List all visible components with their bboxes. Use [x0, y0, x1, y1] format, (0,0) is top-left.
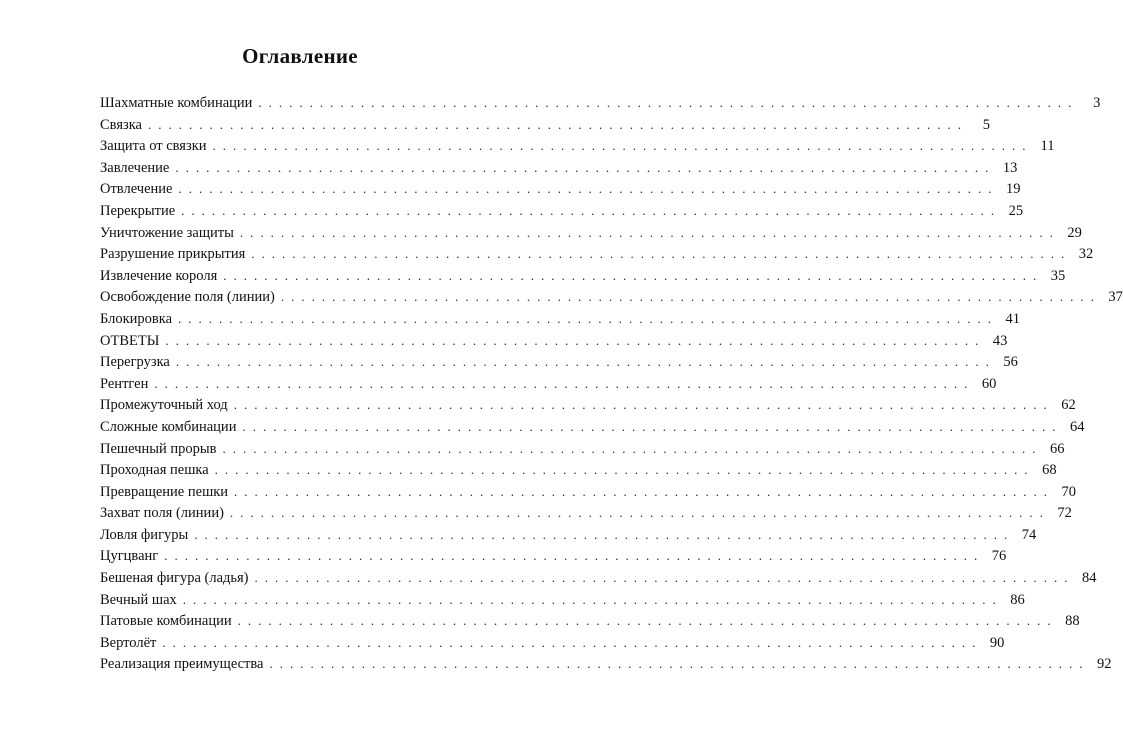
toc-entry [100, 92, 1101, 114]
toc-entry-page-number: 19 [1005, 181, 1021, 198]
toc-entry-page-number: 56 [1003, 354, 1018, 371]
toc-entry-page-number: 62 [1061, 397, 1076, 414]
toc-entry-page-number: 86 [1010, 591, 1025, 608]
toc-entry-title: Освобождение поля (линии) [100, 289, 275, 306]
toc-entry-page-number: 37 [1108, 289, 1123, 306]
dot-leader: ................................................................................ [269, 656, 1090, 672]
dot-leader: ................................................................................ [181, 202, 1002, 218]
toc-entry [100, 351, 1018, 373]
toc-entry-page-number: 88 [1065, 613, 1080, 630]
dot-leader: ................................................................................ [164, 548, 985, 564]
toc-entry [100, 330, 1008, 352]
dot-leader: ................................................................................ [237, 613, 1058, 629]
toc-entry-title: Сложные комбинации [100, 418, 237, 435]
toc-entry [100, 394, 1076, 416]
toc-entry-title: Защита от связки [100, 138, 207, 155]
dot-leader: ................................................................................ [258, 95, 1079, 110]
dot-leader: ................................................................................ [194, 526, 1015, 542]
dot-leader: ................................................................................ [251, 246, 1072, 262]
toc-entry-title: Уничтожение защиты [100, 224, 234, 241]
toc-entry-page-number: 92 [1096, 656, 1112, 673]
toc-entry-title: Разрушение прикрытия [100, 246, 246, 263]
toc-entry-title: Патовые комбинации [100, 613, 232, 630]
toc-entry [100, 502, 1072, 524]
toc-entry-page-number: 35 [1050, 267, 1066, 284]
toc-entry-page-number: 13 [1002, 159, 1018, 176]
toc-entry-page-number: 29 [1067, 224, 1082, 241]
dot-leader: ................................................................................ [165, 332, 986, 348]
toc-entry-page-number: 72 [1057, 505, 1072, 522]
toc-entry-title: Вертолёт [100, 634, 157, 651]
dot-leader: ................................................................................ [162, 634, 983, 650]
toc-entry [100, 632, 1005, 654]
toc-entry-page-number: 5 [982, 116, 990, 133]
toc-entry-page-number: 66 [1049, 440, 1065, 457]
toc-entry-title: ОТВЕТЫ [100, 332, 160, 349]
toc-entry-page-number: 70 [1061, 483, 1077, 500]
toc-entry [100, 459, 1057, 481]
dot-leader: ................................................................................ [175, 354, 996, 370]
toc-entry-title: Промежуточный ход [100, 397, 228, 414]
toc-entry-title: Извлечение короля [100, 267, 218, 284]
toc-entry-title: Превращение пешки [100, 483, 229, 500]
toc-entry-page-number: 64 [1069, 418, 1085, 435]
toc-entry-title: Проходная пешка [100, 462, 209, 479]
dot-leader: ................................................................................ [175, 159, 996, 175]
toc-entry-title: Связка [100, 116, 142, 133]
toc-entry [100, 438, 1065, 460]
toc-entry [100, 135, 1055, 157]
toc-entry-title: Пешечный прорыв [100, 440, 217, 457]
toc-entry [100, 524, 1037, 546]
dot-leader: ................................................................................ [280, 289, 1101, 305]
toc-entry [100, 243, 1094, 265]
dot-leader: ................................................................................ [178, 181, 999, 197]
toc-entry-title: Шахматные комбинации [100, 95, 253, 111]
toc-entry [100, 481, 1077, 503]
toc-entry-page-number: 90 [989, 634, 1005, 651]
dot-leader: ................................................................................ [254, 570, 1075, 586]
toc-entry-title: Ловля фигуры [100, 526, 189, 543]
toc-entry-page-number: 41 [1005, 310, 1021, 327]
toc-entry [100, 373, 997, 395]
toc-entry-title: Блокировка [100, 310, 173, 327]
page-title: Оглавление [242, 44, 358, 68]
dot-leader: ................................................................................ [242, 418, 1063, 434]
dot-leader: ................................................................................ [178, 310, 999, 326]
toc-entry-page-number: 11 [1040, 138, 1055, 155]
toc-entry-title: Реализация преимущества [100, 656, 264, 673]
toc-entry [100, 286, 1123, 308]
dot-leader: ................................................................................ [239, 224, 1060, 240]
toc-entry-title: Вечный шах [100, 591, 177, 608]
dot-leader: ................................................................................ [233, 397, 1054, 413]
dot-leader: ................................................................................ [182, 591, 1003, 607]
toc-entry-title: Захват поля (линии) [100, 505, 224, 522]
toc-entry-title: Рентген [100, 375, 149, 392]
toc-entry-title: Бешеная фигура (ладья) [100, 570, 249, 587]
toc-entry [100, 114, 990, 136]
toc-entry-page-number: 32 [1078, 246, 1094, 263]
toc-entry [100, 545, 1007, 567]
toc-entry [100, 157, 1018, 179]
toc-entry [100, 222, 1082, 244]
dot-leader: ................................................................................ [223, 267, 1044, 283]
toc-entry [100, 178, 1021, 200]
toc-entry-page-number: 74 [1021, 526, 1037, 543]
toc-entry [100, 589, 1025, 611]
toc-entry-page-number: 25 [1008, 202, 1024, 219]
dot-leader: ................................................................................ [222, 440, 1043, 456]
toc-entry-page-number: 68 [1042, 462, 1057, 479]
dot-leader: ................................................................................ [148, 116, 968, 132]
toc-entry-title: Завлечение [100, 159, 170, 176]
toc-entry [100, 653, 1112, 675]
dot-leader: ................................................................................ [214, 462, 1035, 478]
table-of-contents [100, 92, 1123, 675]
dot-leader: ................................................................................ [229, 505, 1050, 521]
toc-entry [100, 416, 1085, 438]
toc-entry [100, 308, 1021, 330]
toc-entry [100, 200, 1024, 222]
toc-entry [100, 567, 1097, 589]
toc-entry-page-number: 60 [981, 375, 997, 392]
toc-entry-page-number: 76 [991, 548, 1007, 565]
dot-leader: ................................................................................ [212, 138, 1033, 154]
toc-entry-page-number: 3 [1093, 95, 1101, 111]
toc-entry [100, 610, 1080, 632]
toc-entry-page-number: 43 [992, 332, 1008, 349]
toc-entry [100, 265, 1066, 287]
toc-entry-title: Отвлечение [100, 181, 173, 198]
toc-entry-title: Перегрузка [100, 354, 170, 371]
dot-leader: ................................................................................ [234, 483, 1055, 499]
toc-entry-title: Перекрытие [100, 202, 176, 219]
dot-leader: ................................................................................ [154, 375, 975, 391]
toc-entry-page-number: 84 [1082, 570, 1097, 587]
toc-entry-title: Цугцванг [100, 548, 159, 565]
